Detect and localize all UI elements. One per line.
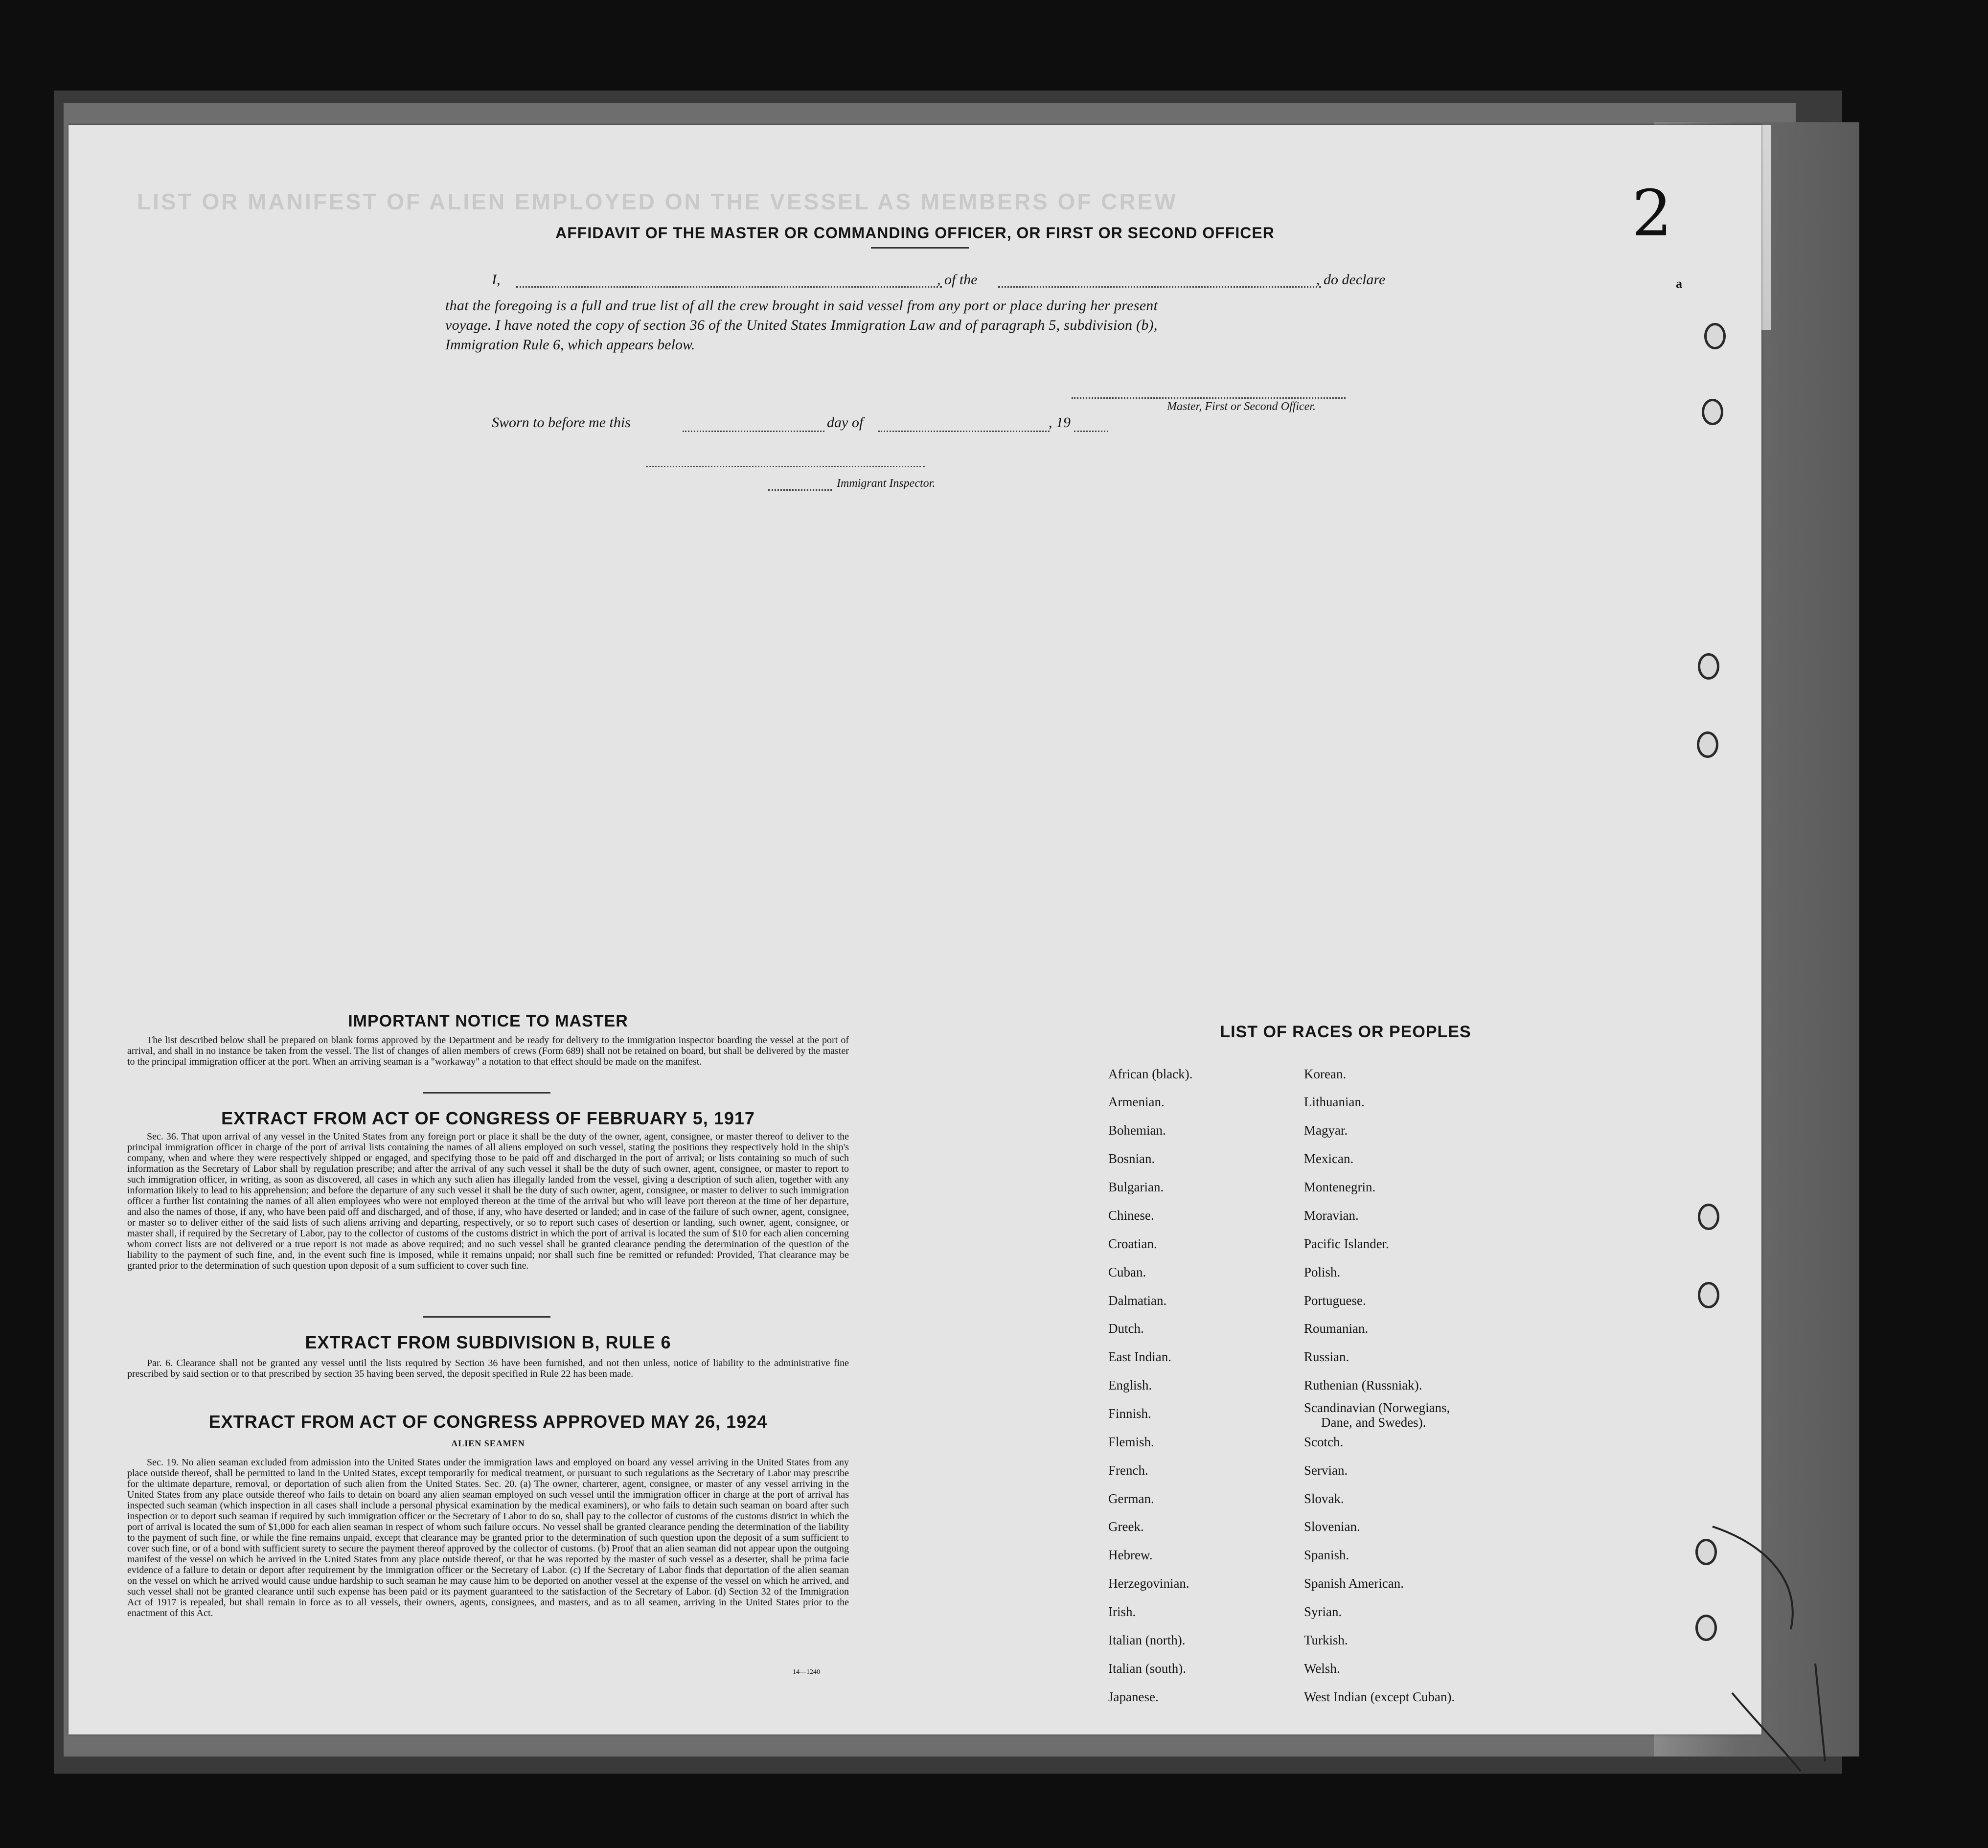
race-item: Scandinavian (Norwegians, (1304, 1400, 1450, 1415)
inspector-label: Immigrant Inspector. (837, 477, 936, 490)
master-signature-label: Master, First or Second Officer. (1167, 400, 1316, 413)
race-item: English. (1108, 1378, 1152, 1392)
race-item: Bosnian. (1108, 1151, 1155, 1166)
race-item: Portuguese. (1304, 1293, 1366, 1308)
year-blank[interactable] (1074, 431, 1108, 432)
race-item: Syrian. (1304, 1604, 1342, 1619)
race-item: Magyar. (1304, 1123, 1348, 1138)
punch-hole (1697, 731, 1718, 758)
extract-rule6-title: EXTRACT FROM SUBDIVISION B, RULE 6 (305, 1332, 671, 1352)
month-blank[interactable] (878, 431, 1050, 432)
race-item: Dutch. (1108, 1321, 1144, 1336)
race-item: Spanish American. (1304, 1576, 1404, 1591)
races-title: LIST OF RACES OR PEOPLES (1220, 1023, 1471, 1041)
race-item: Hebrew. (1108, 1548, 1153, 1562)
punch-hole (1698, 1282, 1719, 1308)
race-item: German. (1108, 1491, 1154, 1506)
race-item: Italian (north). (1108, 1633, 1186, 1647)
race-item: Polish. (1304, 1265, 1341, 1279)
race-item: Slovak. (1304, 1491, 1344, 1506)
race-item: Cuban. (1108, 1265, 1146, 1279)
sworn-label: Sworn to before me this (492, 414, 631, 431)
page-number-handwritten: 2 (1632, 176, 1672, 251)
bleed-through-text: LIST OR MANIFEST OF ALIEN EMPLOYED ON THE VESSEL AS MEMBERS OF CREW (137, 189, 1178, 214)
punch-hole (1698, 1204, 1719, 1230)
extract-rule6-body: Par. 6. Clearance shall not be granted any vessel until the lists required by Section 36 have been furnished, and not then unless, notice of liability to the administrative fine prescribed by said section or to that prescribed by section 35 having been served, the deposit specified in Rule 22 has been made. (127, 1358, 849, 1379)
divider (423, 1092, 550, 1094)
race-item: French. (1108, 1463, 1148, 1478)
affidavit-i-label: I, (492, 272, 501, 288)
race-item: East Indian. (1108, 1349, 1171, 1364)
race-item: Montenegrin. (1304, 1180, 1376, 1194)
handwritten-scribble (1703, 1517, 1830, 1781)
inspector-signature-blank[interactable] (646, 466, 925, 467)
race-item: Finnish. (1108, 1406, 1151, 1421)
form-number: 14—1240 (793, 1668, 820, 1676)
race-item: Flemish. (1108, 1435, 1154, 1449)
race-item: Dane, and Swedes). (1321, 1415, 1426, 1430)
race-item: Servian. (1304, 1463, 1348, 1478)
day-blank[interactable] (683, 431, 824, 432)
punch-hole (1698, 653, 1719, 680)
race-item: Bohemian. (1108, 1123, 1166, 1138)
race-item: African (black). (1108, 1067, 1193, 1081)
affidavit-title: AFFIDAVIT OF THE MASTER OR COMMANDING OFFICER, OR FIRST OR SECOND OFFICER (555, 224, 1275, 242)
affidavit-line: that the foregoing is a full and true list of all the crew brought in said vessel from any port or place during her present (445, 297, 1158, 314)
race-item: Ruthenian (Russniak). (1304, 1378, 1422, 1392)
inspector-blank[interactable] (768, 489, 832, 491)
race-item: Slovenian. (1304, 1519, 1360, 1534)
divider (871, 247, 969, 249)
race-item: Korean. (1304, 1067, 1347, 1081)
race-item: Chinese. (1108, 1208, 1154, 1223)
signature-blank[interactable] (1072, 397, 1346, 399)
extract-1917-body: Sec. 36. That upon arrival of any vessel in the United States from any foreign port or place it shall be the duty of the owner, agent, consignee, or master thereof to deliver to the principal immigration officer in charge of the port of arrival lists containing the names of all aliens employed on such vessel, stating the positions they respectively hold in the ship's company, when and where they were respectively shipped or engaged, and specifying those to be paid off and discharged in the port of arrival; or lists containing so much of such information as the Secretary of Labor shall by regulation prescribe; and after the arrival of any such vessel it shall be the duty of such owner, agent, consignee, or master to report to such immigration officer, in writing, as soon as discovered, all cases in which any such alien has illegally landed from the vessel, giving a description of such alien, together with any information likely to lead to his apprehension; and before the departure of any such vessel it shall be the duty of such owner, agent, consignee, or master to deliver to such immigration officer a further list containing the names of all alien employees who were not employed thereon at the time of the arrival but who will leave port thereon at the time of her departure, and also the names of those, if any, who have been paid off and discharged, and of those, if any, who have deserted or landed; and in case of the failure of such owner, agent, consignee, or master so to deliver either of the said lists of such aliens arriving and departing, respectively, or so to report such cases of desertion or landing, such owner, agent, consignee, or master shall, if required by the Secretary of Labor, pay to the collector of customs of the customs district in which the port of arrival is located the sum of $10 for each alien concerning whom correct lists are not delivered or a true report is not made as above required; and no such vessel shall be granted clearance pending the determination of the question of the liability to the payment of such fine, and, in the event such fine is imposed, while it remains unpaid; nor shall such fine be remitted or refunded: Provided, That clearance may be granted prior to the determination of such question upon deposit of a sum sufficient to cover such fine. (127, 1131, 849, 1271)
race-item: Bulgarian. (1108, 1180, 1164, 1194)
notice-body: The list described below shall be prepared on blank forms approved by the Department and be ready for delivery to the immigration inspector boarding the vessel at the port of arrival, and shall in no instance be taken from the vessel. The list of changes of alien members of crews (Form 689) shall not be retained on board, but shall be delivered by the master to the principal immigration officer at the port. When an arriving seaman is a "workaway" a notation to that effect should be made on the manifest. (127, 1035, 849, 1067)
extract-1924-body: Sec. 19. No alien seaman excluded from admission into the United States under the immigration laws and employed on board any vessel arriving in the United States from any place outside thereof, shall be permitted to land in the United States, except temporarily for medical treatment, or pursuant to such regulations as the Secretary of Labor may prescribe for the ultimate departure, removal, or deportation of such alien from the United States. Sec. 20. (a) The owner, charterer, agent, consignee, or master of any vessel arriving in the United States from any place outside thereof who fails to detain on board any alien seaman employed on such vessel until the immigration officer in charge at the port of arrival has inspected such seaman (which inspection in all cases shall include a personal physical examination by the medical examiners), or who fails to detain such seaman on board after such inspection or to deport such seaman if required by such immigration officer or the Secretary of Labor to do so, shall pay to the collector of customs of the customs district in which the port of arrival is located the sum of $1,000 for each alien seaman in respect of whom such failure occurs. No vessel shall be granted clearance pending the determination of the liability to the payment of such fine, or while the fine remains unpaid, except that clearance may be granted prior to the determination of such question upon the deposit of a sum sufficient to cover such fine, or of a bond with sufficient surety to secure the payment thereof approved by the collector of customs. (b) Proof that an alien seaman did not appear upon the outgoing manifest of the vessel on which he arrived in the United States from any place outside thereof, or that he was reported by the master of such vessel as a deserter, shall be prima facie evidence of a failure to detain or deport after requirement by the immigration officer or the Secretary of Labor. (c) If the Secretary of Labor finds that deportation of the alien seaman on the vessel on which he arrived would cause undue hardship to such seaman he may cause him to be deported on another vessel at the expense of the vessel on which he arrived, and such vessel shall not be granted clearance until such expense has been paid or its payment guaranteed to the satisfaction of the Secretary of Labor. (d) Section 32 of the Immigration Act of 1917 is repealed, but shall remain in force as to all vessels, their owners, agents, consignees, and masters, and as to all seamen, arriving in the United States prior to the enactment of this Act. (127, 1457, 849, 1619)
affidavit-do-declare: , do declare (1316, 272, 1386, 288)
extract-1917-title: EXTRACT FROM ACT OF CONGRESS OF FEBRUARY 5, 1917 (221, 1108, 755, 1128)
race-item: Mexican. (1304, 1151, 1354, 1166)
affidavit-line: Immigration Rule 6, which appears below. (445, 337, 695, 353)
race-item: Scotch. (1304, 1435, 1344, 1449)
extract-1924-title: EXTRACT FROM ACT OF CONGRESS APPROVED MAY 26, 1924 (208, 1412, 768, 1432)
race-item: Roumanian. (1304, 1321, 1369, 1336)
corner-letter: a (1676, 276, 1682, 291)
divider (423, 1316, 550, 1318)
affidavit-line: voyage. I have noted the copy of section 36 of the United States Immigration Law and of paragraph 5, subdivision (b), (445, 317, 1158, 333)
race-item: Russian. (1304, 1349, 1349, 1364)
name-blank[interactable] (516, 286, 942, 288)
race-item: Moravian. (1304, 1208, 1359, 1223)
year-label: , 19 (1049, 414, 1071, 431)
race-item: Herzegovinian. (1108, 1576, 1189, 1591)
race-item: Turkish. (1304, 1633, 1348, 1647)
race-item: West Indian (except Cuban). (1304, 1689, 1455, 1704)
punch-hole (1704, 323, 1726, 349)
vessel-blank[interactable] (998, 286, 1321, 288)
race-item: Dalmatian. (1108, 1293, 1167, 1308)
race-item: Croatian. (1108, 1236, 1157, 1251)
race-item: Lithuanian. (1304, 1095, 1365, 1109)
affidavit-of-the: , of the (937, 272, 978, 288)
punch-hole (1702, 399, 1723, 425)
day-of-label: day of (827, 414, 864, 431)
notice-title: IMPORTANT NOTICE TO MASTER (348, 1012, 628, 1030)
race-item: Armenian. (1108, 1095, 1165, 1109)
race-item: Greek. (1108, 1519, 1144, 1534)
race-item: Pacific Islander. (1304, 1236, 1389, 1251)
race-item: Irish. (1108, 1604, 1136, 1619)
race-item: Spanish. (1304, 1548, 1349, 1562)
race-item: Japanese. (1108, 1689, 1159, 1704)
alien-seamen-subtitle: ALIEN SEAMEN (451, 1438, 525, 1448)
race-item: Welsh. (1304, 1661, 1340, 1676)
race-item: Italian (south). (1108, 1661, 1186, 1676)
